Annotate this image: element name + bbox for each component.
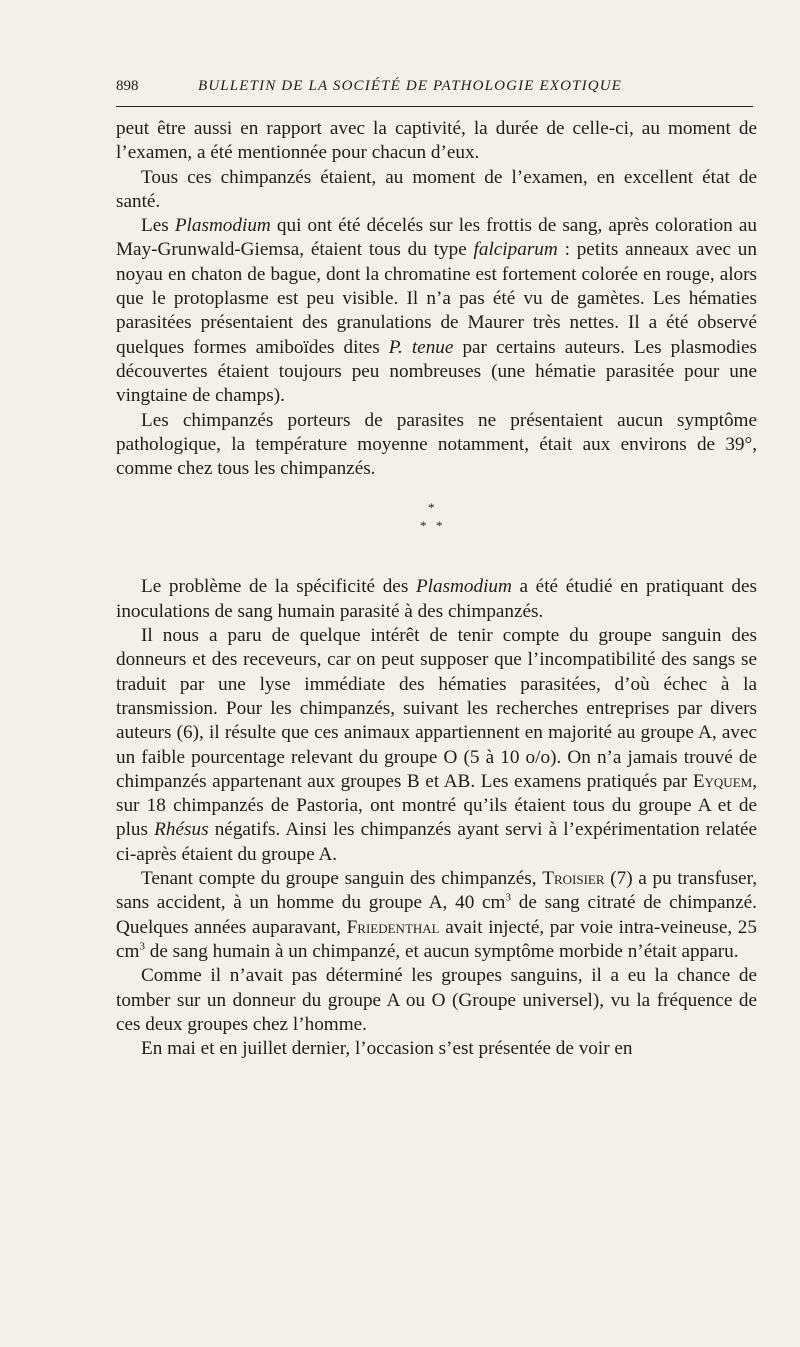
- separator-star: *: [436, 518, 443, 534]
- author-name: Troisier: [542, 868, 605, 890]
- page-number: 898: [116, 78, 139, 94]
- paragraph-1: peut être aussi en rapport avec la captivité, la durée de celle-ci, au moment de l’examen, a été mentionnée pour chacun d’eux.: [116, 118, 757, 164]
- paragraph-5: Le problème de la spécificité des Plasmodium a été étudié en pratiquant des inoculations de sang humain parasité à des chimpanzés.: [116, 576, 757, 622]
- section-separator: [116, 481, 757, 575]
- journal-title: BULLETIN DE LA SOCIÉTÉ DE PATHOLOGIE EXOTIQUE: [198, 78, 622, 94]
- genus-name: Plasmodium: [174, 215, 271, 237]
- separator-star: *: [420, 518, 427, 534]
- paragraph-6: Il nous a paru de quelque intérêt de tenir compte du groupe sanguin des donneurs et des receveurs, car on peut supposer que l’incompatibilité des sangs se traduit par une lyse immédiate des hématies parasitées, d’où échec à la transmission. Pour les chimpanzés, suivant les recherches entreprises par divers auteurs (6), il résulte que ces animaux appartiennent en majorité au groupe A, avec un faible pourcentage relevant du groupe O (5 à 10 o/o). On n’a jamais trouvé de chimpanzés appartenant aux groupes B et AB. Les examens pratiqués par Eyquem, sur 18 chimpanzés de Pastoria, ont montré qu’ils étaient tous du groupe A et de plus Rhésus négatifs. Ainsi les chimpanzés ayant servi à l’expérimentation relatée ci-après étaient du groupe A.: [116, 625, 757, 865]
- paragraph-4: Les chimpanzés porteurs de parasites ne présentaient aucun symptôme pathologique, la température moyenne notamment, était aux environs de 39°, comme chez tous les chimpanzés.: [116, 409, 757, 480]
- paragraph-9: En mai et en juillet dernier, l’occasion s’est présentée de voir en: [141, 1038, 633, 1060]
- header-rule: [116, 106, 753, 107]
- separator-star: *: [428, 500, 435, 516]
- species-name: P. tenue: [388, 336, 454, 358]
- author-name: Friedenthal: [346, 916, 440, 938]
- paragraph-7: Tenant compte du groupe sanguin des chimpanzés, Troisier (7) a pu transfuser, sans accident, à un homme du groupe A, 40 $cm^3$ de sang citraté de chimpanzé. Quelques années auparavant, Friedenthal avait injecté, par voie intra-veineuse, 25 $cm^3$ de sang humain à un chimpanzé, et aucun symptôme morbide n’était apparu.: [116, 868, 757, 962]
- author-name: Eyquem: [692, 770, 753, 792]
- species-name: falciparum: [473, 239, 558, 261]
- paragraph-2: Tous ces chimpanzés étaient, au moment de l’examen, en excellent état de santé.: [116, 166, 757, 212]
- rhesus-term: Rhésus: [154, 819, 209, 841]
- genus-name: Plasmodium: [415, 576, 512, 598]
- article-body: [116, 117, 757, 1061]
- running-header: [116, 78, 753, 104]
- paragraph-3: Les Plasmodium qui ont été décelés sur les frottis de sang, après coloration au May-Grunwald-Giemsa, étaient tous du type falciparum : petits anneaux avec un noyau en chaton de bague, dont la chromatine est fortement colorée en rouge, alors que le protoplasme est peu visible. Il n’a pas été vu de gamètes. Les hématies parasitées présentaient des granulations de Maurer très nettes. Il a été observé quelques formes amiboïdes dites P. tenue par certains auteurs. Les plasmodies découvertes étaient toujours peu nombreuses (une hématie parasitée pour une vingtaine de champs).: [116, 215, 758, 407]
- paragraph-8: Comme il n’avait pas déterminé les groupes sanguins, il a eu la chance de tomber sur un donneur du groupe A ou O (Groupe universel), vu la fréquence de ces deux groupes chez l’homme.: [116, 965, 757, 1035]
